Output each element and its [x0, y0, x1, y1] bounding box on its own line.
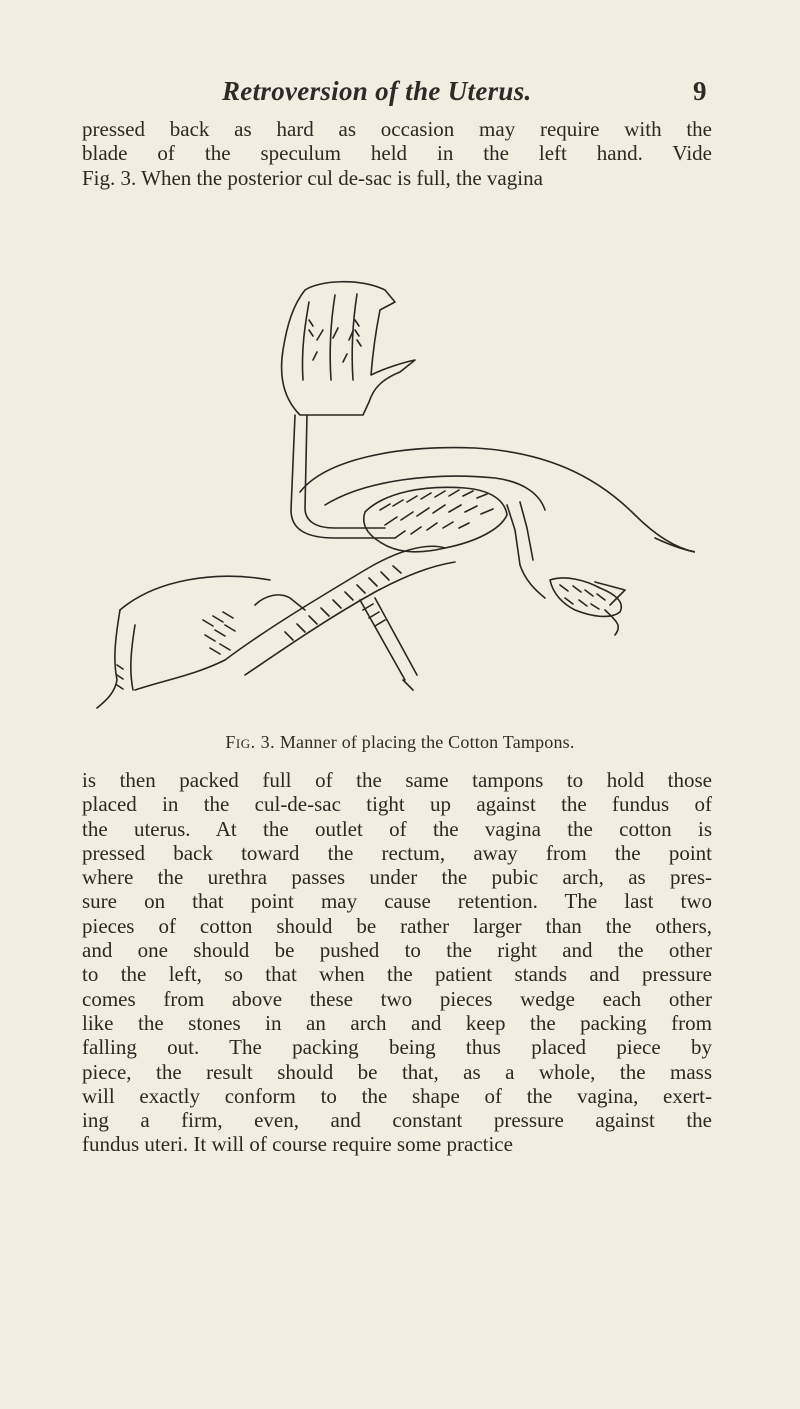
finger-line: [302, 302, 309, 380]
text-line: like the stones in an arch and keep the packing from: [82, 1010, 712, 1035]
text-line: pressed back as hard as occasion may require with the: [82, 117, 712, 141]
text-line: placed in the cul-de-sac tight up against the fundus of: [82, 792, 712, 817]
left-outer-line-inner: [131, 625, 135, 690]
speculum-blade-end: [403, 680, 413, 690]
posterior-segment: [507, 505, 545, 598]
posterior-segment-inner: [520, 502, 533, 560]
paragraph-top: [82, 117, 712, 190]
page-number: 9: [693, 76, 707, 106]
text-line: Fig. 3. When the posterior cul de-sac is full, the vagina: [82, 165, 543, 190]
knuckle-marks: [313, 328, 353, 362]
text-line: piece, the result should be that, as a whole, the mass: [82, 1059, 712, 1084]
speculum-blade-tip: [363, 604, 385, 626]
abdomen-curve: [300, 448, 695, 552]
speculum-handle-inner: [305, 415, 385, 528]
hand-outline: [282, 282, 415, 415]
text-line: is then packed full of the same tampons to hold those: [82, 768, 712, 792]
perineum-curve: [120, 576, 270, 610]
caption-text: Manner of placing the Cotton Tampons.: [279, 732, 575, 752]
text-line: will exactly conform to the shape of the vagina, exert-: [82, 1083, 712, 1108]
text-line: sure on that point may cause retention. The last two: [82, 889, 712, 914]
text-line: pieces of cotton should be rather larger than the others,: [82, 913, 712, 938]
paragraph-bottom: [82, 768, 712, 1157]
text-line: blade of the speculum held in the left hand. Vide: [82, 141, 712, 166]
text-line: falling out. The packing being thus placed piece by: [82, 1035, 712, 1060]
running-head: [80, 76, 720, 116]
text-line: ing a firm, even, and constant pressure against the: [82, 1108, 712, 1133]
left-outer-line: [97, 610, 120, 708]
tampon-shading: [380, 490, 493, 538]
text-line: to the left, so that when the patient stands and pressure: [82, 962, 712, 987]
rectum-cluster: [550, 578, 621, 616]
inner-cavity-curve: [325, 476, 545, 510]
text-line: and one should be pushed to the right and the other: [82, 938, 712, 963]
text-line: comes from above these two pieces wedge each other: [82, 986, 712, 1011]
canal-shading: [285, 566, 401, 640]
figure-caption: [0, 732, 800, 753]
pubic-arch: [255, 595, 305, 610]
text-line: the uterus. At the outlet of the vagina the cotton is: [82, 816, 712, 841]
text-line: pressed back toward the rectum, away from the point: [82, 840, 712, 865]
figure-illustration: [95, 280, 695, 710]
left-lower-curve: [135, 660, 225, 690]
text-line: fundus uteri. It will of course require some practice: [82, 1132, 513, 1157]
finger-line: [352, 294, 357, 380]
running-title: Retroversion of the Uterus.: [222, 76, 532, 106]
text-line: where the urethra passes under the pubic arch, as pres-: [82, 865, 712, 890]
speculum-blade: [360, 598, 417, 680]
anatomical-illustration-icon: [95, 280, 695, 710]
figure-label: Fig. 3.: [225, 732, 276, 752]
